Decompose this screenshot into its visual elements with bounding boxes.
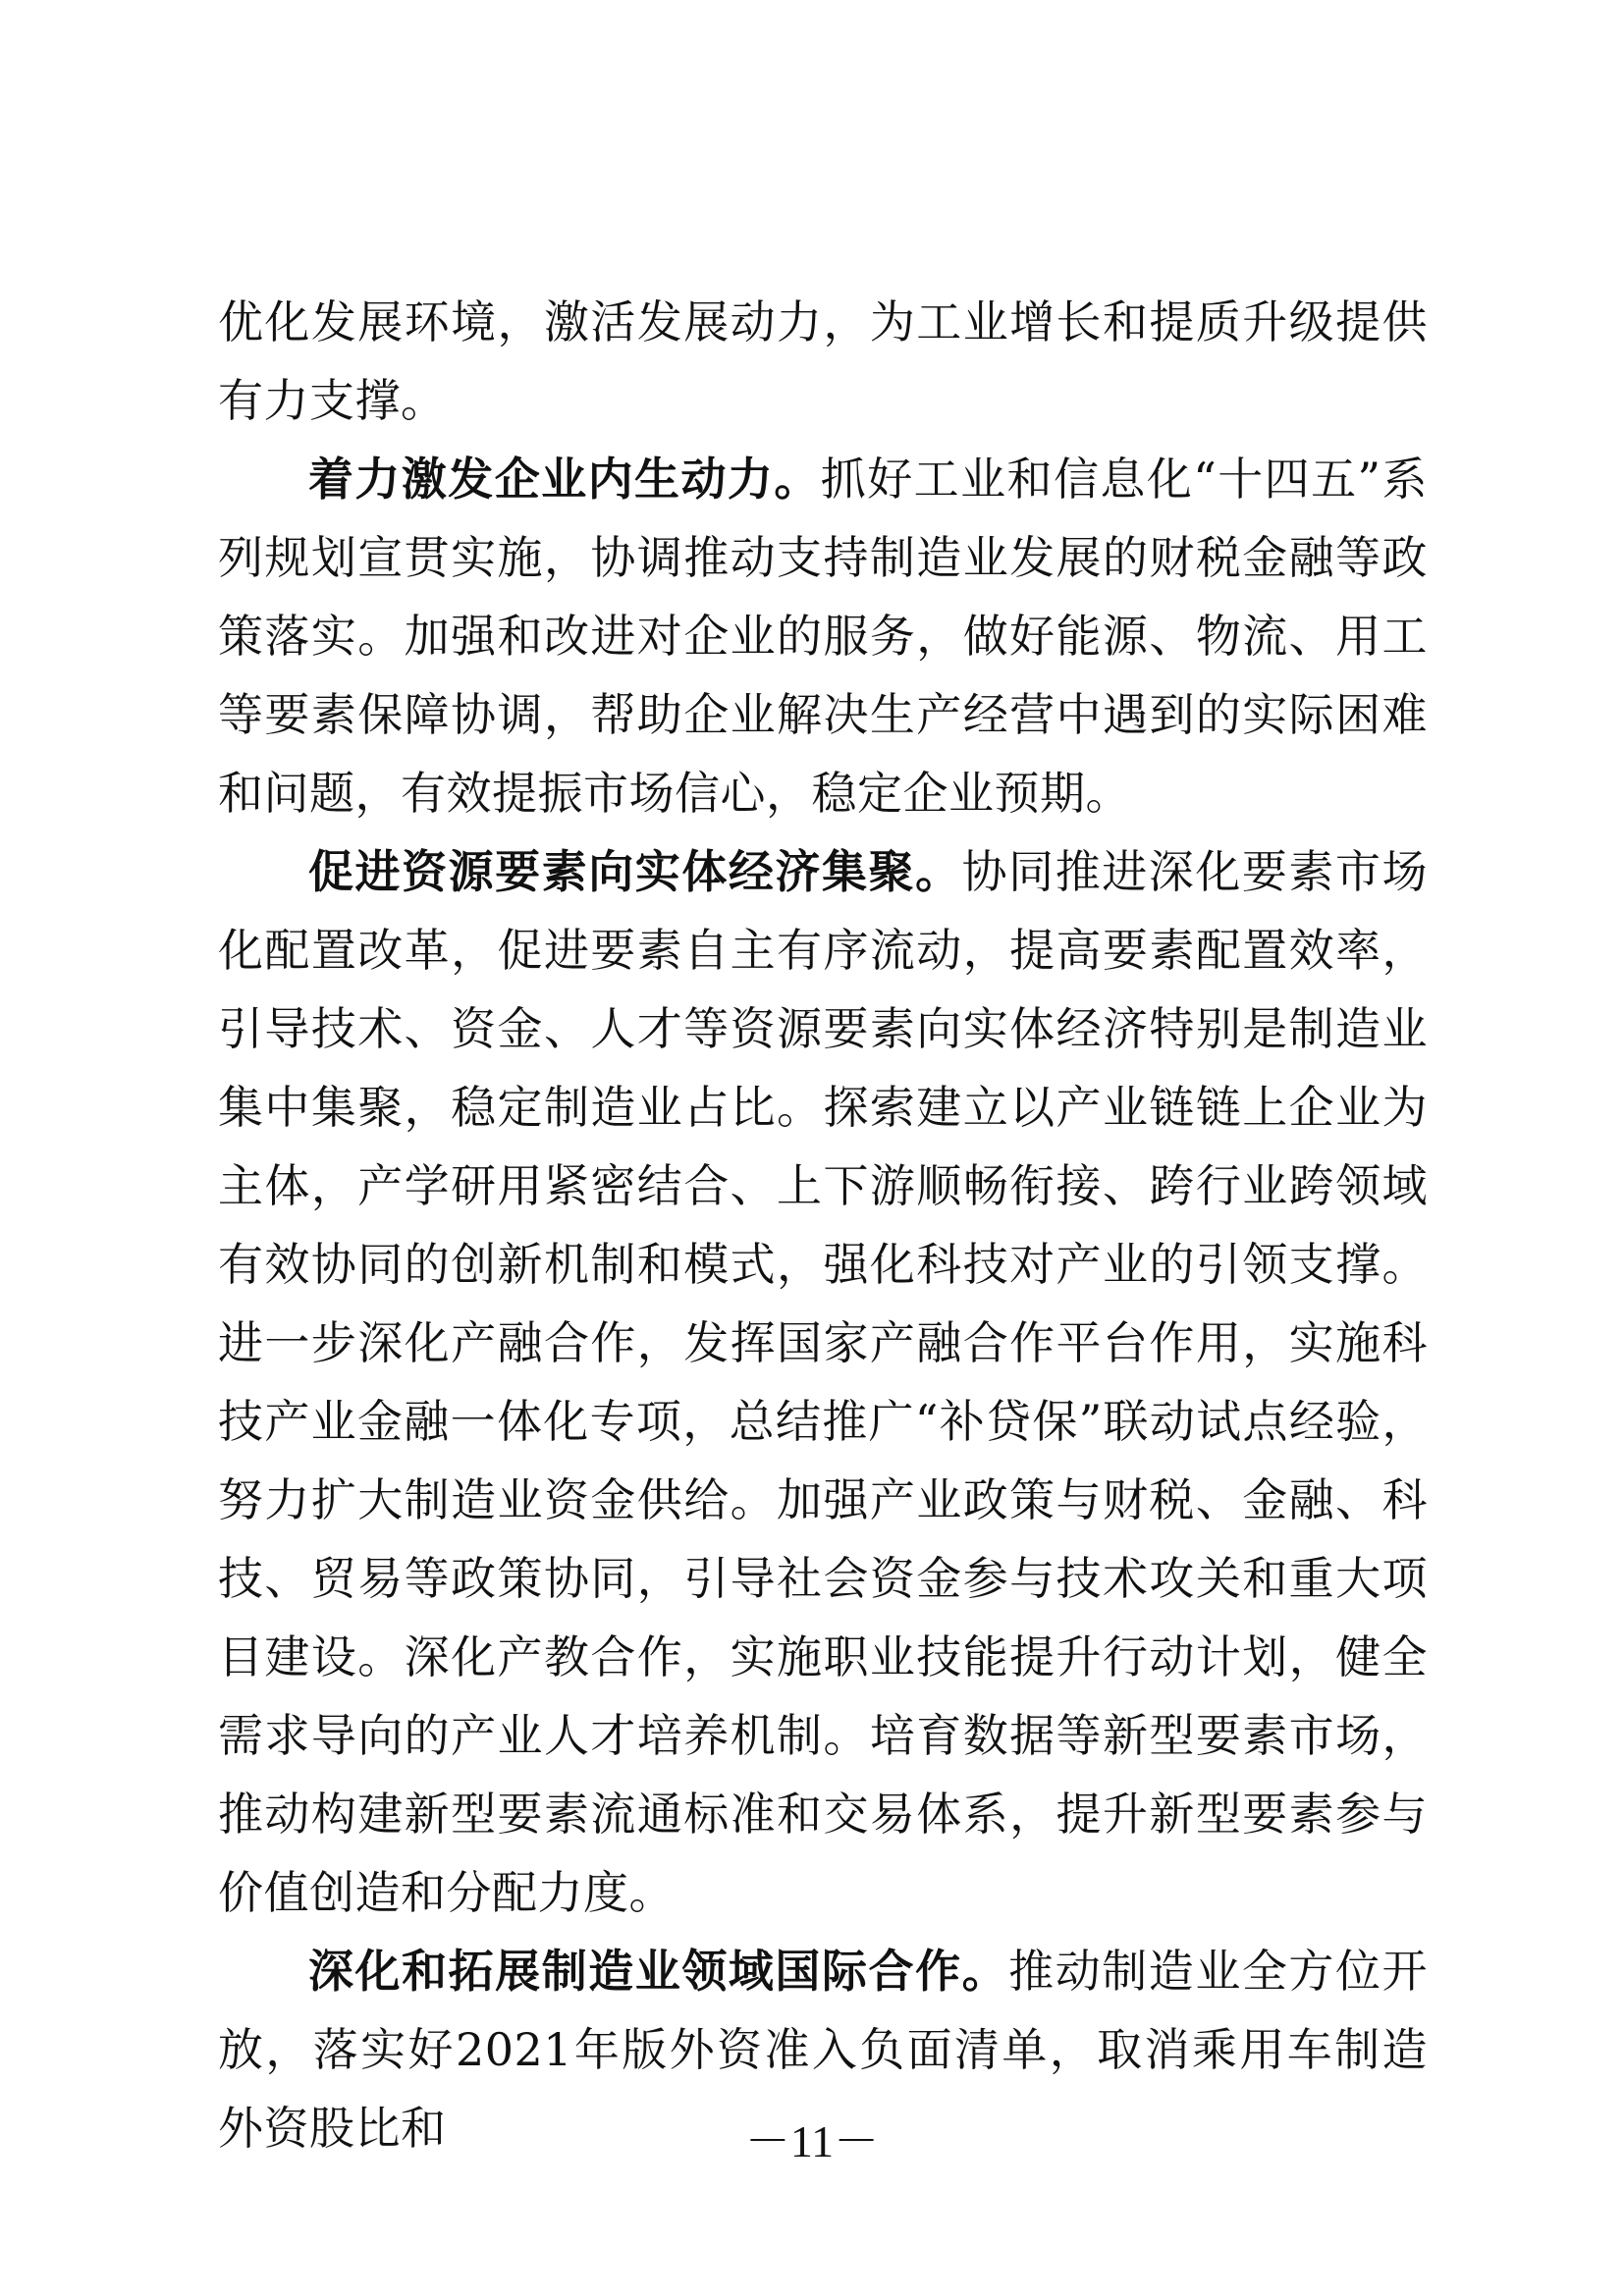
paragraph-resource-factors: [218, 832, 1428, 1932]
paragraph-text: 推动制造业全方位开放，落实好2021年版外资准入负面清单，取消乘用车制造外资股比和: [218, 1945, 1429, 2155]
paragraph-text: 优化发展环境，激活发展动力，为工业增长和提质升级提供有力支撑。: [218, 295, 1428, 427]
paragraph-lead: 深化和拓展制造业领域国际合作。: [308, 1945, 1009, 1998]
paragraph-text: 协同推进深化要素市场化配置改革，促进要素自主有序流动，提高要素配置效率，引导技术、资金、人才等资源要素向实体经济特别是制造业集中集聚，稳定制造业占比。探索建立以产业链链上企业为主体，产学研用紧密结合、上下游顺畅衔接、跨行业跨领域有效协同的创新机制和模式，强化科技对产业的引领支撑。进一步深化产融合作，发挥国家产融合作平台作用，实施科技产业金融一体化专项，总结推广“补贷保”联动试点经验，努力扩大制造业资金供给。加强产业政策与财税、金融、科技、贸易等政策协同，引导社会资金参与技术攻关和重大项目建设。深化产教合作，实施职业技能提升行动计划，健全需求导向的产业人才培养机制。培育数据等新型要素市场，推动构建新型要素流通标准和交易体系，提升新型要素参与价值创造和分配力度。: [218, 845, 1429, 1919]
document-body: [218, 283, 1428, 2167]
paragraph-enterprise-vitality: [218, 440, 1428, 832]
paragraph-lead: 着力激发企业内生动力。: [308, 453, 821, 506]
paragraph-continuation: [218, 283, 1428, 440]
paragraph-text: 抓好工业和信息化“十四五”系列规划宣贯实施，协调推动支持制造业发展的财税金融等政策落实。加强和改进对企业的服务，做好能源、物流、用工等要素保障协调，帮助企业解决生产经营中遇到的实际困难和问题，有效提振市场信心，稳定企业预期。: [218, 453, 1428, 820]
paragraph-lead: 促进资源要素向实体经济集聚。: [308, 845, 962, 898]
page-number: －11－: [744, 2116, 880, 2166]
